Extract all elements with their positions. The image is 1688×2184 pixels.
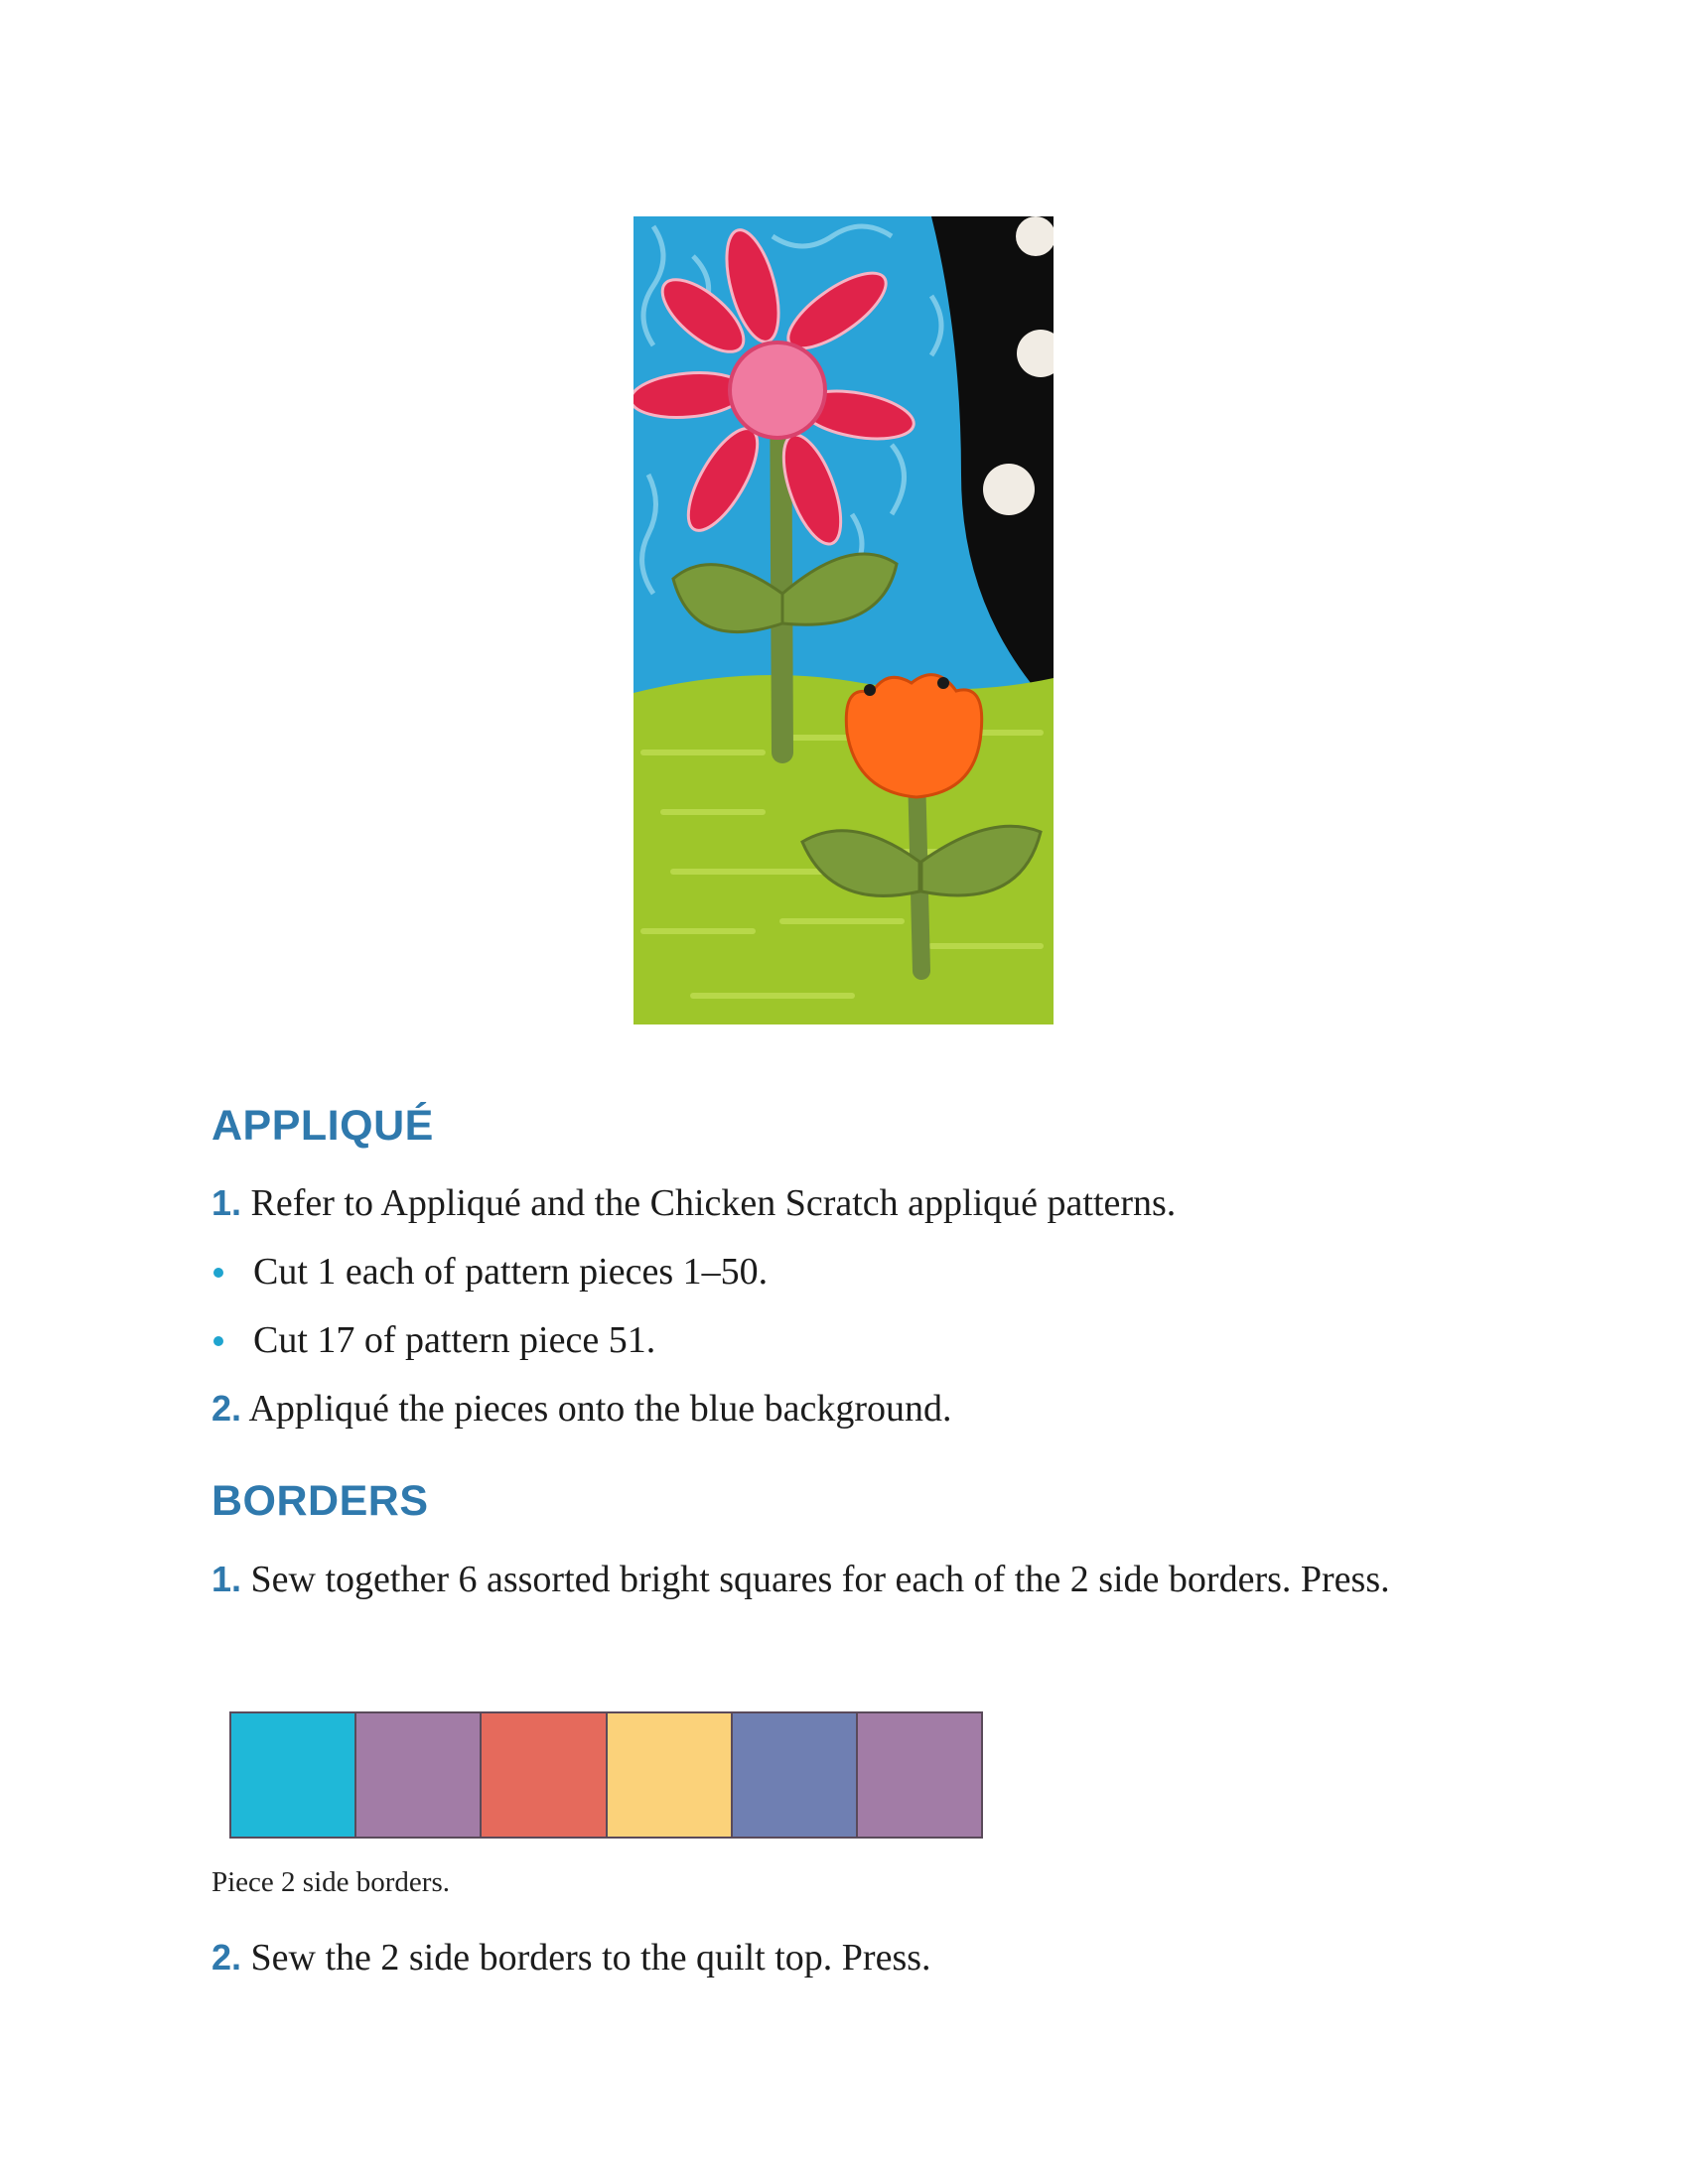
fabric-square-swatch	[482, 1713, 607, 1837]
step-text: Sew together 6 assorted bright squares for each of the 2 side borders. Press.	[250, 1559, 1390, 1600]
step-number: 1.	[211, 1182, 242, 1223]
fabric-square-swatch	[608, 1713, 733, 1837]
bullet-text: Cut 1 each of pattern pieces 1–50.	[253, 1251, 769, 1293]
step-number: 2.	[211, 1388, 242, 1429]
fabric-square-swatch	[733, 1713, 858, 1837]
bullet-text: Cut 17 of pattern piece 51.	[253, 1319, 656, 1361]
figure-caption: Piece 2 side borders.	[211, 1866, 450, 1898]
applique-flower-photo	[633, 216, 1054, 1024]
applique-step-2	[211, 1385, 952, 1433]
fabric-square-swatch	[231, 1713, 356, 1837]
borders-heading: BORDERS	[211, 1477, 429, 1525]
fabric-square-swatch	[858, 1713, 981, 1837]
applique-step-1	[211, 1179, 1176, 1227]
bullet-icon	[213, 1336, 223, 1346]
bullet-icon	[213, 1268, 223, 1278]
applique-heading: APPLIQUÉ	[211, 1102, 434, 1150]
step-text: Sew the 2 side borders to the quilt top. Press.	[250, 1937, 931, 1979]
applique-flower-illustration	[633, 216, 1054, 1024]
step-text: Refer to Appliqué and the Chicken Scratch appliqué patterns.	[250, 1182, 1177, 1224]
borders-step-2	[211, 1934, 931, 1981]
step-number: 2.	[211, 1937, 242, 1978]
fabric-square-swatch	[356, 1713, 482, 1837]
borders-step-1	[211, 1556, 1453, 1603]
step-text: Appliqué the pieces onto the blue background.	[248, 1388, 952, 1430]
side-border-strip-diagram	[229, 1711, 983, 1839]
step-number: 1.	[211, 1559, 242, 1599]
